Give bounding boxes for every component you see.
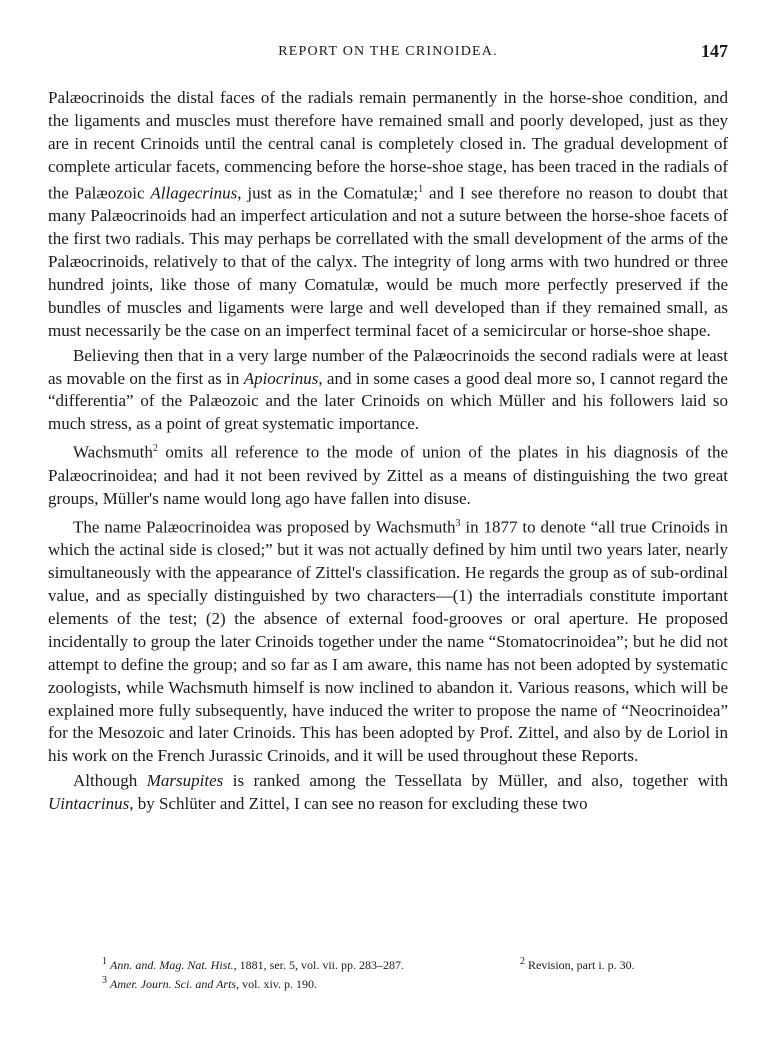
- italic-text: Uintacrinus: [48, 794, 130, 814]
- footnote-journal: Amer. Journ. Sci. and Arts: [110, 977, 237, 991]
- footnote-number: 2: [520, 956, 525, 967]
- text-span: is ranked among the Tessellata by Müller, and also, together with: [223, 771, 728, 791]
- footnote-ref: 2: [152, 443, 158, 455]
- italic-text: Apiocrinus: [243, 368, 319, 388]
- text-span: and I see therefore no reason to doubt that many Palæocrinoids had an imperfect articulation and not a suture between the horse-shoe facets of the first two radials. This may perhaps be correllated with the small development of the arms of the Palæocrinoids, relatively to that of the calyx. The integrity of long arms with two hundred or three hundred joints, like those of many Comatulæ, would be much more perfectly preserved if the bundles of muscles and ligaments were large and well developed than if they remained small, as must necessarily be the case on an imperfect terminal facet of a semicircular or horse-shoe shape.: [48, 183, 728, 340]
- text-span: Wachsmuth: [73, 442, 153, 462]
- footnote-number: 3: [102, 975, 107, 986]
- text-span: , just as in the Comatulæ;: [237, 183, 419, 203]
- text-span: , by Schlüter and Zittel, I can see no reason for excluding these two: [129, 794, 588, 814]
- text-span: Although: [73, 771, 147, 791]
- running-title: REPORT ON THE CRINOIDEA.: [278, 44, 498, 59]
- italic-text: Allagecrinus: [150, 183, 238, 203]
- page-header: [48, 41, 728, 66]
- text-span: in 1877 to denote “all true Crinoids in which the actinal side is closed;” but it was not actually defined by him until two years later, nearly simultaneously with the appearance of Zittel's classification. He regards the group as of sub-ordinal value, and as specially distinguished by two characters—(1) the interradials constitute important elements of the test; (2) the absence of external food-grooves or oral aperture. He proposed incidentally to group the later Crinoids together under the name “Stomatocrinoidea”; but he did not attempt to define the group; and so far as I am aware, this name has not been adopted by systematic zoologists, while Wachsmuth himself is now inclined to abandon it. Various reasons, which will be explained more fully subsequently, have induced the writer to propose the name of “Neocrinoidea” for the Mesozoic and later Crinoids. This has been adopted by Prof. Zittel, and also by de Loriol in his work on the French Jurassic Crinoids, and it will be used throughout these Reports.: [48, 517, 728, 766]
- page-number: 147: [701, 41, 728, 61]
- paragraph: [48, 345, 728, 437]
- paragraph: [48, 87, 728, 343]
- footnotes: [48, 954, 728, 992]
- footnote-journal: Ann. and. Mag. Nat. Hist.: [110, 958, 234, 972]
- footnote-1: [48, 954, 488, 973]
- footnote-row: [48, 954, 728, 973]
- footnote-row: [48, 973, 728, 992]
- footnote-text: , 1881, ser. 5, vol. vii. pp. 283–287.: [233, 958, 405, 972]
- text-span: Believing then that in a very large number of the Palæocrinoids the second radials were at least as movable on the first as in: [48, 345, 728, 388]
- text-span: omits all reference to the mode of union of the plates in his diagnosis of the Palæocrinoidea; and had it not been revived by Zittel as a means of distinguishing the two great groups, Müller's name would long ago have fallen into disuse.: [48, 442, 728, 508]
- text-span: Palæocrinoids the distal faces of the radials remain permanently in the horse-shoe condition, and the ligaments and muscles must therefore have remained small and poorly developed, just as they are in recent Crinoids until the central canal is completely closed in. The gradual development of complete articular facets, commencing before the horse-shoe stage, has been traced in the radials of the Palæozoic: [48, 88, 728, 203]
- paragraph: [48, 770, 728, 816]
- footnote-text: , vol. xiv. p. 190.: [236, 977, 317, 991]
- text-span: , and in some cases a good deal more so, I cannot regard the “differentia” of the Palæozoic and the later Crinoids on which Müller and his followers laid so much stress, as a point of great systematic importance.: [48, 368, 728, 434]
- text-span: The name Palæocrinoidea was proposed by Wachsmuth: [73, 517, 456, 537]
- footnote-number: 1: [102, 956, 107, 967]
- italic-text: Marsupites: [146, 771, 224, 791]
- footnote-text: Revision, part i. p. 30.: [528, 958, 635, 972]
- body-text: [48, 87, 728, 818]
- footnote-ref: 3: [455, 517, 461, 529]
- footnote-2: [488, 954, 728, 973]
- footnote-ref: 1: [418, 183, 424, 195]
- footnote-3: [48, 973, 488, 992]
- paragraph: [48, 513, 728, 769]
- paragraph: [48, 438, 728, 510]
